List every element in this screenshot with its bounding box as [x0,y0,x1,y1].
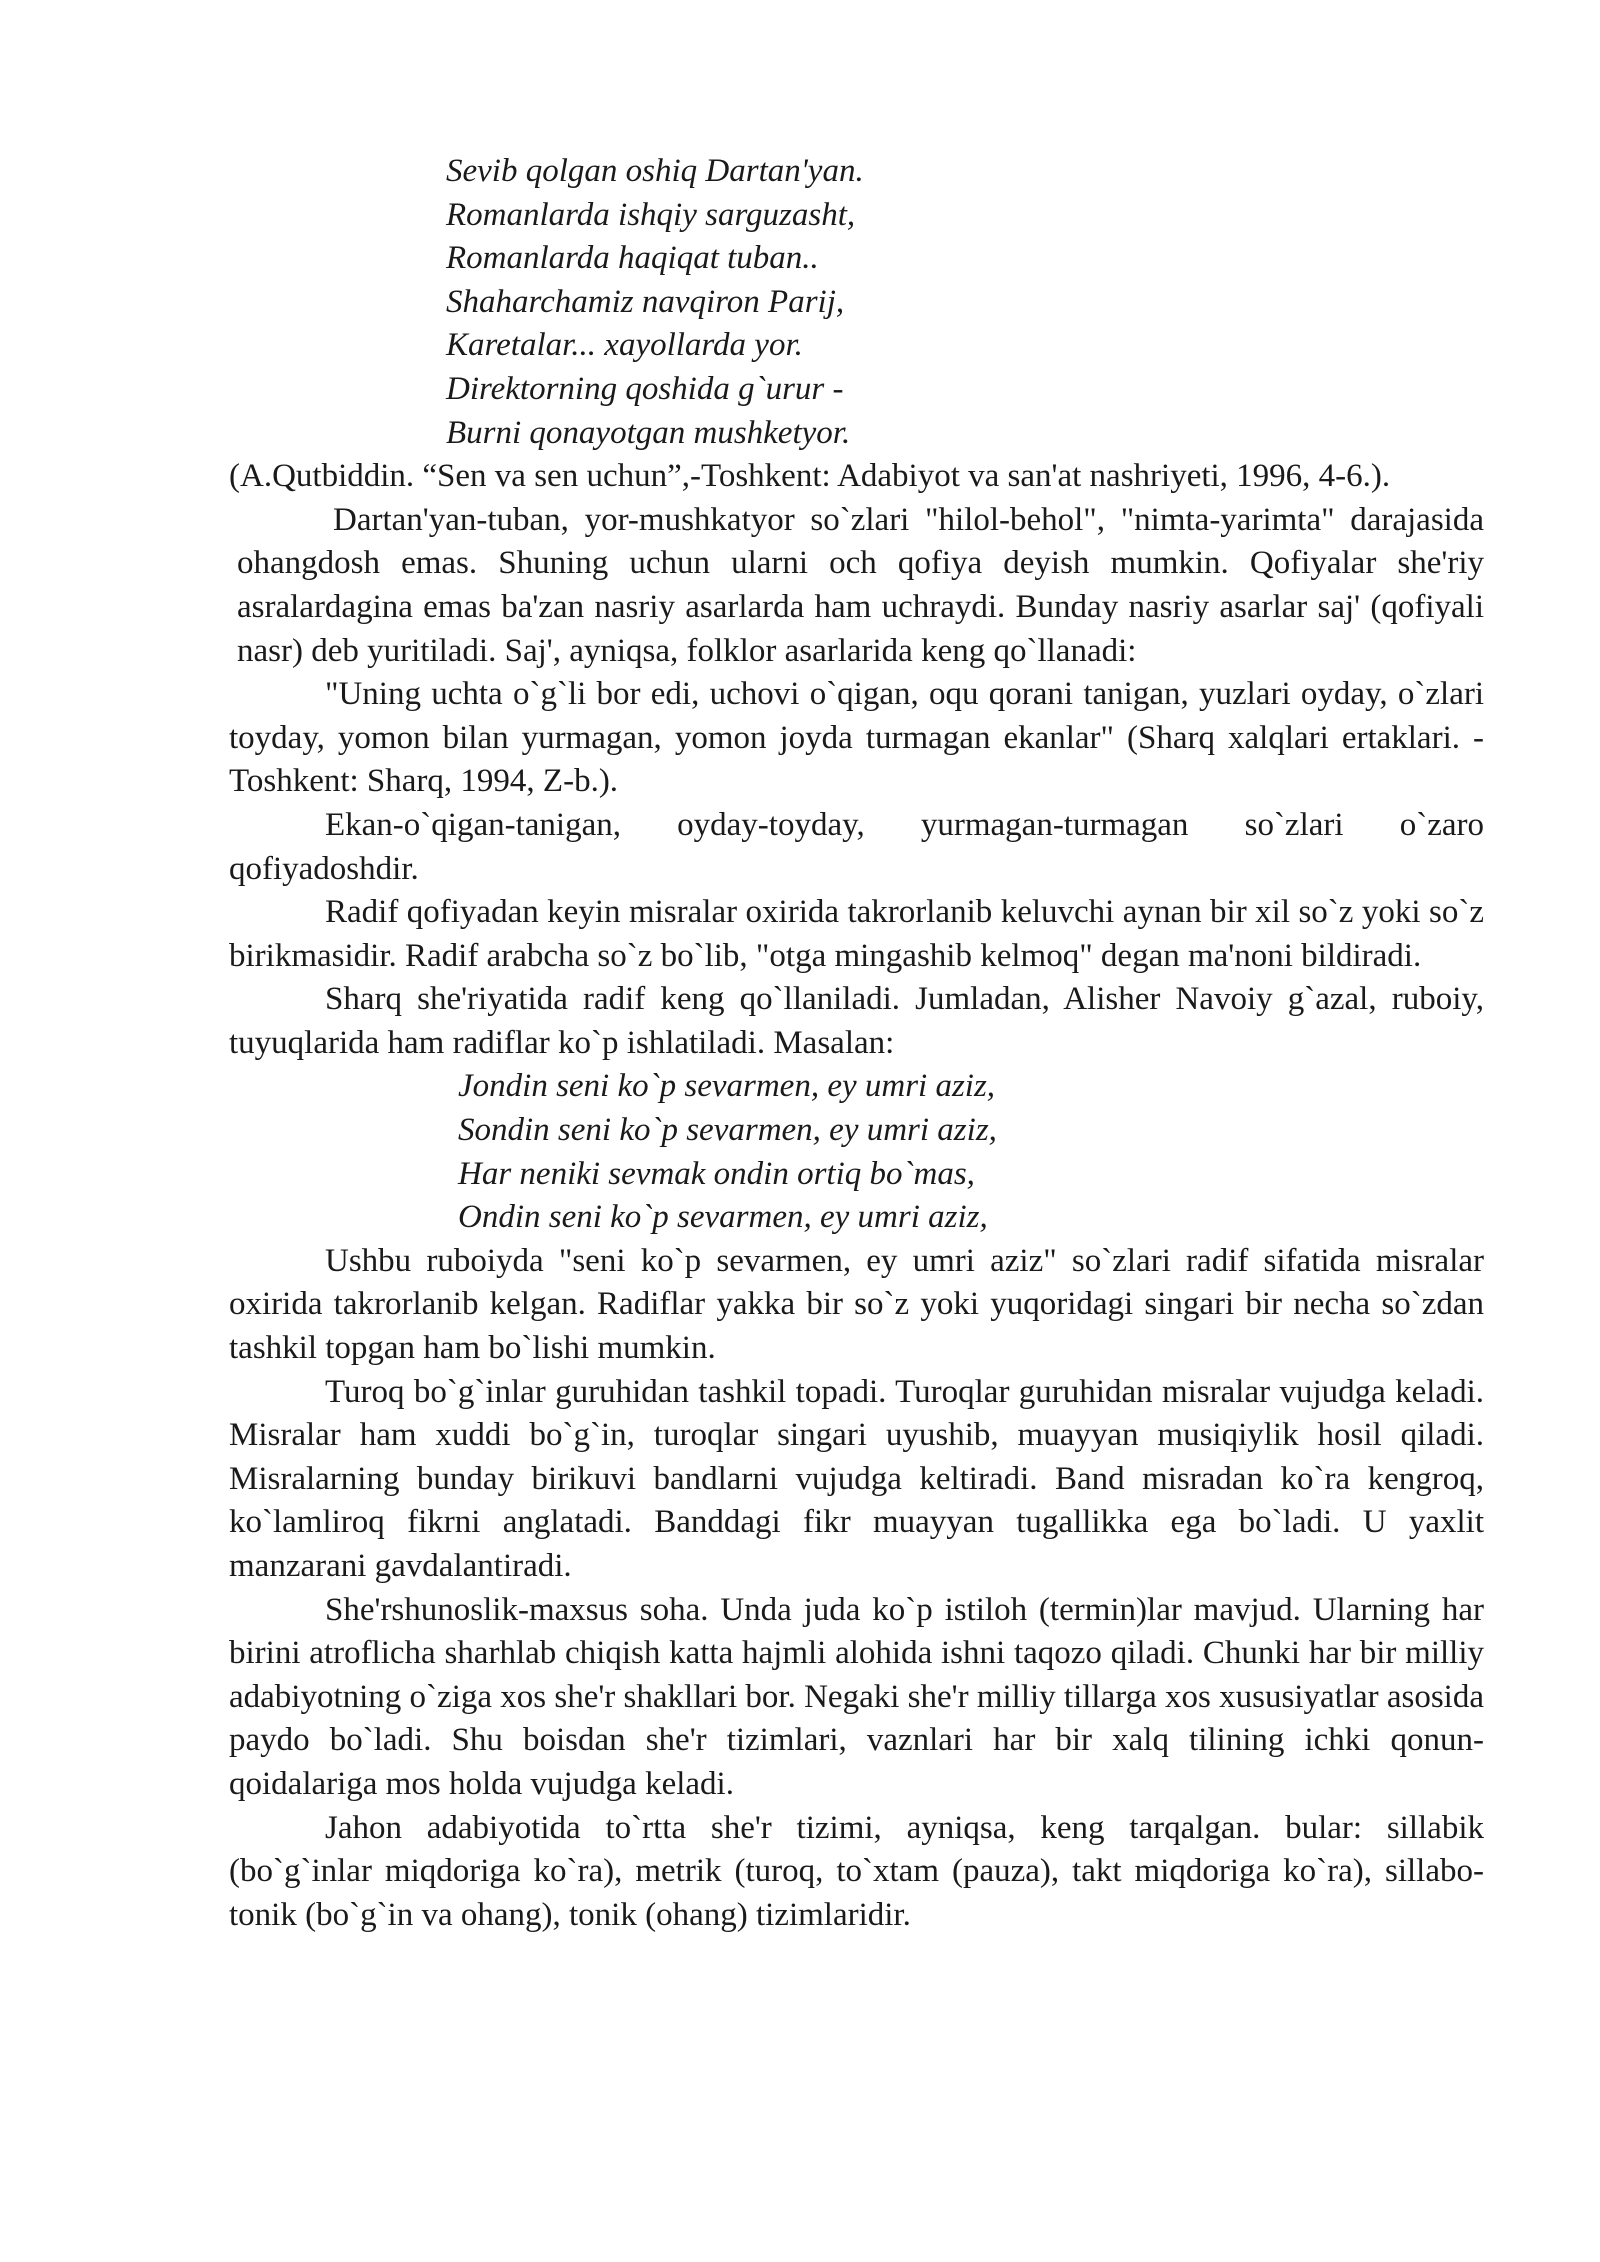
body-paragraph: Dartan'yan-tuban, yor-mushkatyor so`zlari "hilol-behol", "nimta-yarimta" darajasida ohangdosh emas. Shuning uchun ularni och qofiya deyish mumkin. Qofiyalar she'riy asralardagina emas ba'zan nasriy asarlarda ham uchraydi. Bunday nasriy asarlar saj' (qofiyali nasr) deb yuritiladi. Saj', ayniqsa, folklor asarlarida keng qo`llanadi: [237,501,1484,669]
body-paragraph: Ekan-o`qigan-tanigan, oyday-toyday, yurmagan-turmagan so`zlari o`zaro qofiyadoshdir. [229,806,1484,887]
poem-line: Karetalar... xayollarda yor. [446,327,803,364]
poem-line: Romanlarda haqiqat tuban.. [446,240,819,277]
body-paragraph: Turoq bo`g`inlar guruhidan tashkil topadi. Turoqlar guruhidan misralar vujudga keladi. Misralar ham xuddi bo`g`in, turoqlar singari uyushib, muayyan musiqiylik hosil qiladi. Misralarning bunday birikuvi bandlarni vujudga keltiradi. Band misradan ko`ra kengroq, ko`lamliroq fikrni anglatadi. Banddagi fikr muayyan tugallikka ega bo`ladi. U yaxlit manzarani gavdalantiradi. [229,1373,1484,1584]
poem-excerpt-2 [229,1065,1484,1239]
quote-paragraph: "Uning uchta o`g`li bor edi, uchovi o`qigan, oqu qorani tanigan, yuzlari oyday, o`zlari toyday, yomon bilan yurmagan, yomon joyda turmagan ekanlar" (Sharq xalqlari ertaklari. -Toshkent: Sharq, 1994, Z-b.). [229,676,1484,800]
poem-line: Ondin seni ko`p sevarmen, ey umri aziz, [458,1199,988,1236]
poem-line: Shaharchamiz navqiron Parij, [446,283,845,320]
poem-line: Jondin seni ko`p sevarmen, ey umri aziz, [458,1068,996,1105]
poem-excerpt-1 [229,150,1484,455]
document-page [229,150,1484,1937]
poem-line: Burni qonayotgan mushketyor. [446,414,851,451]
body-paragraph: Sharq she'riyatida radif keng qo`llaniladi. Jumladan, Alisher Navoiy g`azal, ruboiy, tuyuqlarida ham radiflar ko`p ishlatiladi. Masalan: [229,981,1484,1061]
poem-line: Har neniki sevmak ondin ortiq bo`mas, [458,1155,975,1192]
body-paragraph: Jahon adabiyotida to`rtta she'r tizimi, ayniqsa, keng tarqalgan. bular: sillabik (bo`g`inlar miqdoriga ko`ra), metrik (turoq, to`xtam (pauza), takt miqdoriga ko`ra), sillabo-tonik (bo`g`in va ohang), tonik (ohang) tizimlaridir. [229,1809,1484,1933]
body-paragraph: Ushbu ruboiyda "seni ko`p sevarmen, ey umri aziz" so`zlari radif sifatida misralar oxirida takrorlanib kelgan. Radiflar yakka bir so`z yoki yuqoridagi singari bir necha so`zdan tashkil topgan ham bo`lishi mumkin. [229,1242,1484,1367]
poem-line: Romanlarda ishqiy sarguzasht, [446,196,856,233]
poem-line: Sevib qolgan oshiq Dartan'yan. [446,153,864,189]
citation-paragraph: (A.Qutbiddin. “Sen va sen uchun”,-Toshkent: Adabiyot va san'at nashriyeti, 1996, 4-6.). [229,458,1391,495]
poem-line: Direktorning qoshida g`urur - [446,370,844,407]
body-paragraph: She'rshunoslik-maxsus soha. Unda juda ko`p istiloh (termin)lar mavjud. Ularning har birini atroflicha sharhlab chiqish katta hajmli alohida ishni taqozo qiladi. Chunki har bir milliy adabiyotning o`ziga xos she'r shakllari bor. Negaki she'r milliy tillarga xos xususiyatlar asosida paydo bo`ladi. Shu boisdan she'r tizimlari, vaznlari har bir xalq tilining ichki qonun-qoidalariga mos holda vujudga keladi. [229,1591,1484,1802]
poem-line: Sondin seni ko`p sevarmen, ey umri aziz, [458,1112,997,1149]
body-paragraph: Radif qofiyadan keyin misralar oxirida takrorlanib keluvchi aynan bir xil so`z yoki so`z birikmasidir. Radif arabcha so`z bo`lib, "otga mingashib kelmoq" degan ma'noni bildiradi. [229,894,1484,974]
